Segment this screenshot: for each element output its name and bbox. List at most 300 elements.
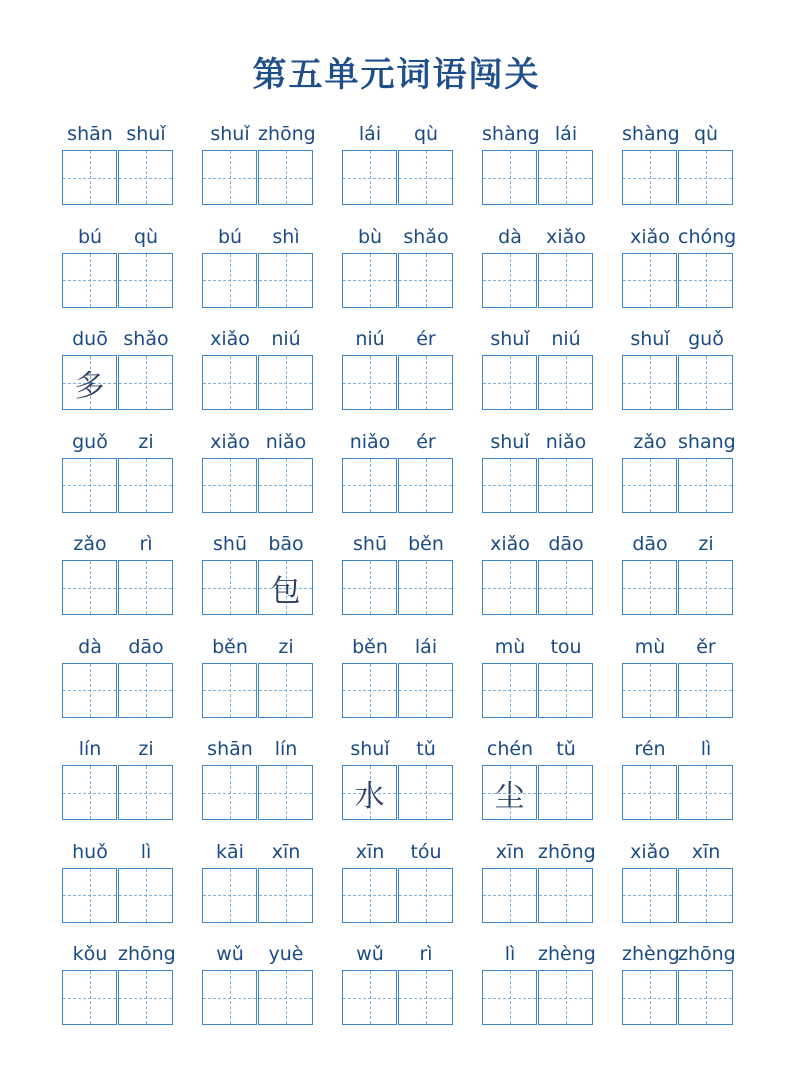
pinyin-label: mù xyxy=(634,635,666,658)
handwritten-character xyxy=(203,664,256,717)
handwritten-character xyxy=(679,664,732,717)
writing-box[interactable] xyxy=(398,355,453,410)
pinyin-label: niǎo xyxy=(349,430,391,453)
word-item xyxy=(62,221,174,323)
writing-box[interactable] xyxy=(62,458,117,513)
handwritten-character xyxy=(63,254,116,307)
writing-box[interactable] xyxy=(342,765,397,820)
writing-box[interactable] xyxy=(118,458,173,513)
word-item xyxy=(62,323,174,425)
word-item xyxy=(62,836,174,938)
pinyin-label: shǎo xyxy=(403,225,449,248)
word-item xyxy=(62,118,174,220)
writing-box[interactable] xyxy=(678,150,733,205)
pinyin-label: běn xyxy=(212,635,248,658)
handwritten-character xyxy=(119,766,172,819)
pinyin-label: xīn xyxy=(271,840,301,863)
word-item xyxy=(482,938,594,1040)
pinyin-label: guǒ xyxy=(72,430,108,453)
handwritten-character xyxy=(259,766,312,819)
pinyin-label: zi xyxy=(138,738,154,760)
handwritten-character xyxy=(539,664,592,717)
pinyin-label: yuè xyxy=(268,943,304,965)
pinyin-label: shān xyxy=(207,738,253,760)
pinyin-label: qù xyxy=(413,123,439,145)
writing-box[interactable] xyxy=(202,458,257,513)
writing-box[interactable] xyxy=(482,970,537,1025)
handwritten-character xyxy=(679,766,732,819)
handwritten-character xyxy=(203,254,256,307)
writing-box[interactable] xyxy=(342,663,397,718)
handwritten-character xyxy=(539,869,592,922)
writing-box[interactable] xyxy=(398,765,453,820)
writing-box[interactable] xyxy=(482,355,537,410)
word-item xyxy=(342,323,454,425)
pinyin-label: dāo xyxy=(548,533,584,555)
writing-box[interactable] xyxy=(482,560,537,615)
word-item xyxy=(342,528,454,630)
handwritten-character xyxy=(343,459,396,512)
pinyin-label: dāo xyxy=(128,635,164,658)
word-item xyxy=(202,938,314,1040)
handwritten-character xyxy=(119,561,172,614)
writing-box[interactable] xyxy=(482,150,537,205)
writing-box[interactable] xyxy=(678,765,733,820)
writing-box[interactable] xyxy=(202,150,257,205)
handwritten-character xyxy=(483,459,536,512)
pinyin-label: shū xyxy=(353,533,387,555)
handwritten-character xyxy=(399,766,452,819)
writing-box[interactable] xyxy=(538,253,593,308)
writing-box[interactable] xyxy=(258,970,313,1025)
writing-box[interactable] xyxy=(118,150,173,205)
pinyin-label: shuǐ xyxy=(630,328,670,350)
pinyin-label: shàng xyxy=(482,123,540,145)
writing-box[interactable] xyxy=(622,970,677,1025)
writing-box[interactable] xyxy=(538,150,593,205)
handwritten-character xyxy=(623,766,676,819)
writing-box[interactable] xyxy=(678,970,733,1025)
writing-box[interactable] xyxy=(202,560,257,615)
handwritten-character xyxy=(63,971,116,1024)
handwritten-character xyxy=(63,151,116,204)
pinyin-label: dāo xyxy=(632,533,668,555)
writing-box[interactable] xyxy=(62,560,117,615)
handwritten-character xyxy=(119,459,172,512)
handwritten-character xyxy=(483,971,536,1024)
pinyin-label: xīn xyxy=(495,840,525,863)
writing-box[interactable] xyxy=(62,868,117,923)
word-item xyxy=(202,426,314,528)
writing-box[interactable] xyxy=(342,355,397,410)
handwritten-character xyxy=(203,766,256,819)
page-title: 第五单元词语闯关 xyxy=(252,55,541,95)
writing-box[interactable] xyxy=(622,458,677,513)
pinyin-label: qù xyxy=(133,225,159,248)
handwritten-character xyxy=(259,869,312,922)
writing-box[interactable] xyxy=(622,868,677,923)
handwritten-character xyxy=(539,151,592,204)
writing-box[interactable] xyxy=(62,970,117,1025)
handwritten-character xyxy=(539,459,592,512)
word-item xyxy=(622,631,734,733)
handwritten-character xyxy=(63,459,116,512)
pinyin-label: dà xyxy=(78,635,102,658)
pinyin-label: shǎo xyxy=(123,328,169,350)
writing-box[interactable] xyxy=(678,868,733,923)
pinyin-label: qù xyxy=(693,123,719,145)
word-item xyxy=(482,836,594,938)
handwritten-character xyxy=(203,869,256,922)
writing-box[interactable] xyxy=(678,663,733,718)
handwritten-character xyxy=(679,561,732,614)
handwritten-character xyxy=(623,356,676,409)
writing-box[interactable] xyxy=(258,253,313,308)
word-item xyxy=(202,221,314,323)
handwritten-character xyxy=(399,664,452,717)
writing-box[interactable] xyxy=(118,765,173,820)
handwritten-character: 水 xyxy=(354,778,385,814)
pinyin-label: xiǎo xyxy=(546,225,586,248)
handwritten-character xyxy=(119,664,172,717)
pinyin-label: huǒ xyxy=(72,840,108,863)
word-item xyxy=(622,733,734,835)
pinyin-label: zhèng xyxy=(622,943,680,965)
pinyin-label: kāi xyxy=(216,840,244,863)
writing-box[interactable] xyxy=(342,868,397,923)
pinyin-label: lì xyxy=(700,738,712,760)
writing-box[interactable] xyxy=(258,765,313,820)
word-item xyxy=(62,631,174,733)
pinyin-label: lì xyxy=(504,943,516,965)
pinyin-label: běn xyxy=(352,635,388,658)
handwritten-character xyxy=(399,869,452,922)
handwritten-character xyxy=(203,356,256,409)
writing-box[interactable] xyxy=(678,253,733,308)
pinyin-label: mù xyxy=(494,635,526,658)
word-item xyxy=(342,631,454,733)
pinyin-label: zhōng xyxy=(258,123,316,145)
writing-box[interactable] xyxy=(118,560,173,615)
handwritten-character: 多 xyxy=(74,368,105,404)
writing-box[interactable] xyxy=(678,560,733,615)
writing-box[interactable] xyxy=(62,253,117,308)
pinyin-label: xiǎo xyxy=(490,533,530,555)
pinyin-label: xīn xyxy=(355,840,385,863)
word-item xyxy=(622,221,737,323)
writing-box[interactable] xyxy=(202,970,257,1025)
pinyin-label: zi xyxy=(278,635,294,658)
pinyin-label: shuǐ xyxy=(490,430,530,453)
pinyin-label: shuǐ xyxy=(210,123,250,145)
writing-box[interactable] xyxy=(398,458,453,513)
writing-box[interactable] xyxy=(482,253,537,308)
handwritten-character xyxy=(623,151,676,204)
word-item xyxy=(482,733,594,835)
pinyin-label: bāo xyxy=(268,533,304,555)
writing-box[interactable] xyxy=(202,355,257,410)
handwritten-character xyxy=(623,664,676,717)
pinyin-label: shì xyxy=(272,225,300,248)
writing-box[interactable] xyxy=(342,458,397,513)
writing-box[interactable] xyxy=(342,970,397,1025)
handwritten-character xyxy=(679,459,732,512)
writing-box[interactable] xyxy=(398,150,453,205)
pinyin-label: bù xyxy=(357,225,383,248)
handwritten-character: 包 xyxy=(270,573,301,609)
handwritten-character xyxy=(483,151,536,204)
handwritten-character xyxy=(679,151,732,204)
writing-box[interactable] xyxy=(622,253,677,308)
pinyin-label: shū xyxy=(213,533,247,555)
word-item xyxy=(202,733,314,835)
writing-box[interactable] xyxy=(62,150,117,205)
pinyin-label: zhōng xyxy=(538,840,596,863)
pinyin-label: zǎo xyxy=(73,533,107,555)
pinyin-label: wǔ xyxy=(216,943,244,965)
word-item xyxy=(482,118,594,220)
word-item xyxy=(622,323,734,425)
handwritten-character xyxy=(259,356,312,409)
handwritten-character xyxy=(343,869,396,922)
pinyin-label: niú xyxy=(271,328,301,350)
word-item xyxy=(202,528,314,630)
word-item xyxy=(482,528,594,630)
pinyin-label: lái xyxy=(554,123,578,145)
writing-box[interactable] xyxy=(482,663,537,718)
word-item xyxy=(482,426,594,528)
handwritten-character xyxy=(483,254,536,307)
writing-box[interactable] xyxy=(482,765,537,820)
writing-box[interactable] xyxy=(538,355,593,410)
writing-box[interactable] xyxy=(202,868,257,923)
writing-box[interactable] xyxy=(258,150,313,205)
handwritten-character xyxy=(259,254,312,307)
pinyin-label: ěr xyxy=(696,635,716,658)
handwritten-character xyxy=(399,254,452,307)
handwritten-character xyxy=(343,254,396,307)
handwritten-character xyxy=(483,869,536,922)
word-item xyxy=(62,938,174,1040)
writing-box[interactable] xyxy=(202,663,257,718)
handwritten-character xyxy=(119,971,172,1024)
handwritten-character xyxy=(679,254,732,307)
pinyin-label: tǔ xyxy=(416,738,436,760)
word-item xyxy=(202,631,314,733)
handwritten-character xyxy=(119,254,172,307)
writing-box[interactable] xyxy=(538,560,593,615)
pinyin-label: xiǎo xyxy=(210,430,250,453)
writing-box[interactable] xyxy=(622,663,677,718)
pinyin-label: niǎo xyxy=(265,430,307,453)
handwritten-character xyxy=(343,151,396,204)
handwritten-character xyxy=(623,561,676,614)
pinyin-label: dà xyxy=(498,225,522,248)
writing-box[interactable] xyxy=(622,150,677,205)
word-item xyxy=(62,733,174,835)
handwritten-character xyxy=(679,971,732,1024)
writing-box[interactable] xyxy=(342,253,397,308)
word-item xyxy=(622,938,734,1040)
pinyin-label: lín xyxy=(274,738,298,760)
writing-box[interactable] xyxy=(202,253,257,308)
handwritten-character xyxy=(259,971,312,1024)
writing-box[interactable] xyxy=(538,765,593,820)
writing-box[interactable] xyxy=(622,355,677,410)
pinyin-label: niǎo xyxy=(545,430,587,453)
pinyin-label: tóu xyxy=(410,840,442,863)
pinyin-label: zhèng xyxy=(538,943,596,965)
handwritten-character xyxy=(343,971,396,1024)
pinyin-label: bú xyxy=(77,225,103,248)
writing-box[interactable] xyxy=(342,150,397,205)
writing-box[interactable] xyxy=(258,355,313,410)
pinyin-label: rén xyxy=(634,738,666,760)
handwritten-character xyxy=(203,561,256,614)
handwritten-character xyxy=(343,664,396,717)
writing-box[interactable] xyxy=(482,458,537,513)
handwritten-character xyxy=(399,356,452,409)
word-item xyxy=(482,221,594,323)
writing-box[interactable] xyxy=(118,663,173,718)
handwritten-character xyxy=(399,561,452,614)
handwritten-character xyxy=(679,356,732,409)
handwritten-character xyxy=(539,971,592,1024)
writing-box[interactable] xyxy=(398,663,453,718)
word-item xyxy=(202,118,314,220)
writing-box[interactable] xyxy=(62,355,117,410)
writing-box[interactable] xyxy=(258,663,313,718)
pinyin-label: běn xyxy=(408,533,444,555)
word-item xyxy=(342,938,454,1040)
word-row xyxy=(62,323,742,425)
handwritten-character xyxy=(63,561,116,614)
word-row xyxy=(62,631,742,733)
writing-box[interactable] xyxy=(202,765,257,820)
handwritten-character: 尘 xyxy=(494,778,525,814)
word-row xyxy=(62,426,742,528)
word-item xyxy=(342,426,454,528)
pinyin-label: rì xyxy=(419,943,433,965)
writing-box[interactable] xyxy=(118,253,173,308)
handwritten-character xyxy=(63,664,116,717)
word-item xyxy=(342,733,454,835)
pinyin-label: zhōng xyxy=(118,943,176,965)
word-item xyxy=(622,836,734,938)
handwritten-character xyxy=(539,766,592,819)
writing-box[interactable] xyxy=(538,868,593,923)
writing-box[interactable] xyxy=(118,868,173,923)
word-row xyxy=(62,528,742,630)
pinyin-label: lái xyxy=(414,635,438,658)
pinyin-label: shuǐ xyxy=(126,123,166,145)
handwritten-character xyxy=(343,561,396,614)
word-item xyxy=(202,836,314,938)
writing-box[interactable] xyxy=(62,663,117,718)
writing-box[interactable] xyxy=(538,663,593,718)
handwritten-character xyxy=(259,151,312,204)
pinyin-label: xīn xyxy=(691,840,721,863)
pinyin-label: lì xyxy=(140,840,152,863)
pinyin-label: xiǎo xyxy=(210,328,250,350)
writing-box[interactable] xyxy=(678,355,733,410)
word-row xyxy=(62,938,742,1040)
writing-box[interactable] xyxy=(398,970,453,1025)
pinyin-label: zi xyxy=(138,430,154,453)
handwritten-character xyxy=(483,356,536,409)
writing-box[interactable] xyxy=(538,970,593,1025)
word-row xyxy=(62,118,742,220)
writing-box[interactable] xyxy=(398,253,453,308)
pinyin-label: wǔ xyxy=(356,943,384,965)
handwritten-character xyxy=(623,869,676,922)
pinyin-label: shàng xyxy=(622,123,680,145)
writing-box[interactable] xyxy=(482,868,537,923)
word-item xyxy=(342,118,454,220)
word-row xyxy=(62,733,742,835)
writing-box[interactable] xyxy=(342,560,397,615)
pinyin-label: chóng xyxy=(678,225,737,248)
writing-box[interactable] xyxy=(258,458,313,513)
pinyin-label: shuǐ xyxy=(350,738,390,760)
writing-box[interactable] xyxy=(538,458,593,513)
pinyin-label: shān xyxy=(67,123,113,145)
handwritten-character xyxy=(63,869,116,922)
writing-box[interactable] xyxy=(118,355,173,410)
writing-box[interactable] xyxy=(258,868,313,923)
handwritten-character xyxy=(623,459,676,512)
word-item xyxy=(62,528,174,630)
pinyin-label: zǎo xyxy=(633,430,667,453)
handwritten-character xyxy=(399,151,452,204)
handwritten-character xyxy=(119,869,172,922)
pinyin-label: tou xyxy=(550,635,582,658)
writing-box[interactable] xyxy=(398,560,453,615)
word-item xyxy=(622,118,734,220)
writing-box[interactable] xyxy=(622,560,677,615)
pinyin-label: chén xyxy=(486,738,534,760)
word-row xyxy=(62,221,742,323)
pinyin-label: tǔ xyxy=(556,738,576,760)
pinyin-label: niú xyxy=(551,328,581,350)
handwritten-character xyxy=(203,971,256,1024)
pinyin-label: ér xyxy=(416,430,436,453)
handwritten-character xyxy=(259,664,312,717)
writing-box[interactable] xyxy=(62,765,117,820)
word-item xyxy=(342,836,454,938)
writing-box[interactable] xyxy=(118,970,173,1025)
word-item xyxy=(202,323,314,425)
handwritten-character xyxy=(203,459,256,512)
word-item xyxy=(622,528,734,630)
pinyin-label: duō xyxy=(72,328,108,350)
handwritten-character xyxy=(539,254,592,307)
word-item xyxy=(62,426,174,528)
word-row xyxy=(62,836,742,938)
handwritten-character xyxy=(343,356,396,409)
handwritten-character xyxy=(483,561,536,614)
writing-box[interactable] xyxy=(622,765,677,820)
pinyin-label: kǒu xyxy=(72,943,108,965)
writing-box[interactable] xyxy=(258,560,313,615)
pinyin-label: bú xyxy=(217,225,243,248)
writing-box[interactable] xyxy=(398,868,453,923)
writing-box[interactable] xyxy=(678,458,733,513)
pinyin-label: lín xyxy=(78,738,102,760)
pinyin-label: zhōng xyxy=(678,943,736,965)
pinyin-label: xiǎo xyxy=(630,840,670,863)
pinyin-label: zi xyxy=(698,533,714,555)
